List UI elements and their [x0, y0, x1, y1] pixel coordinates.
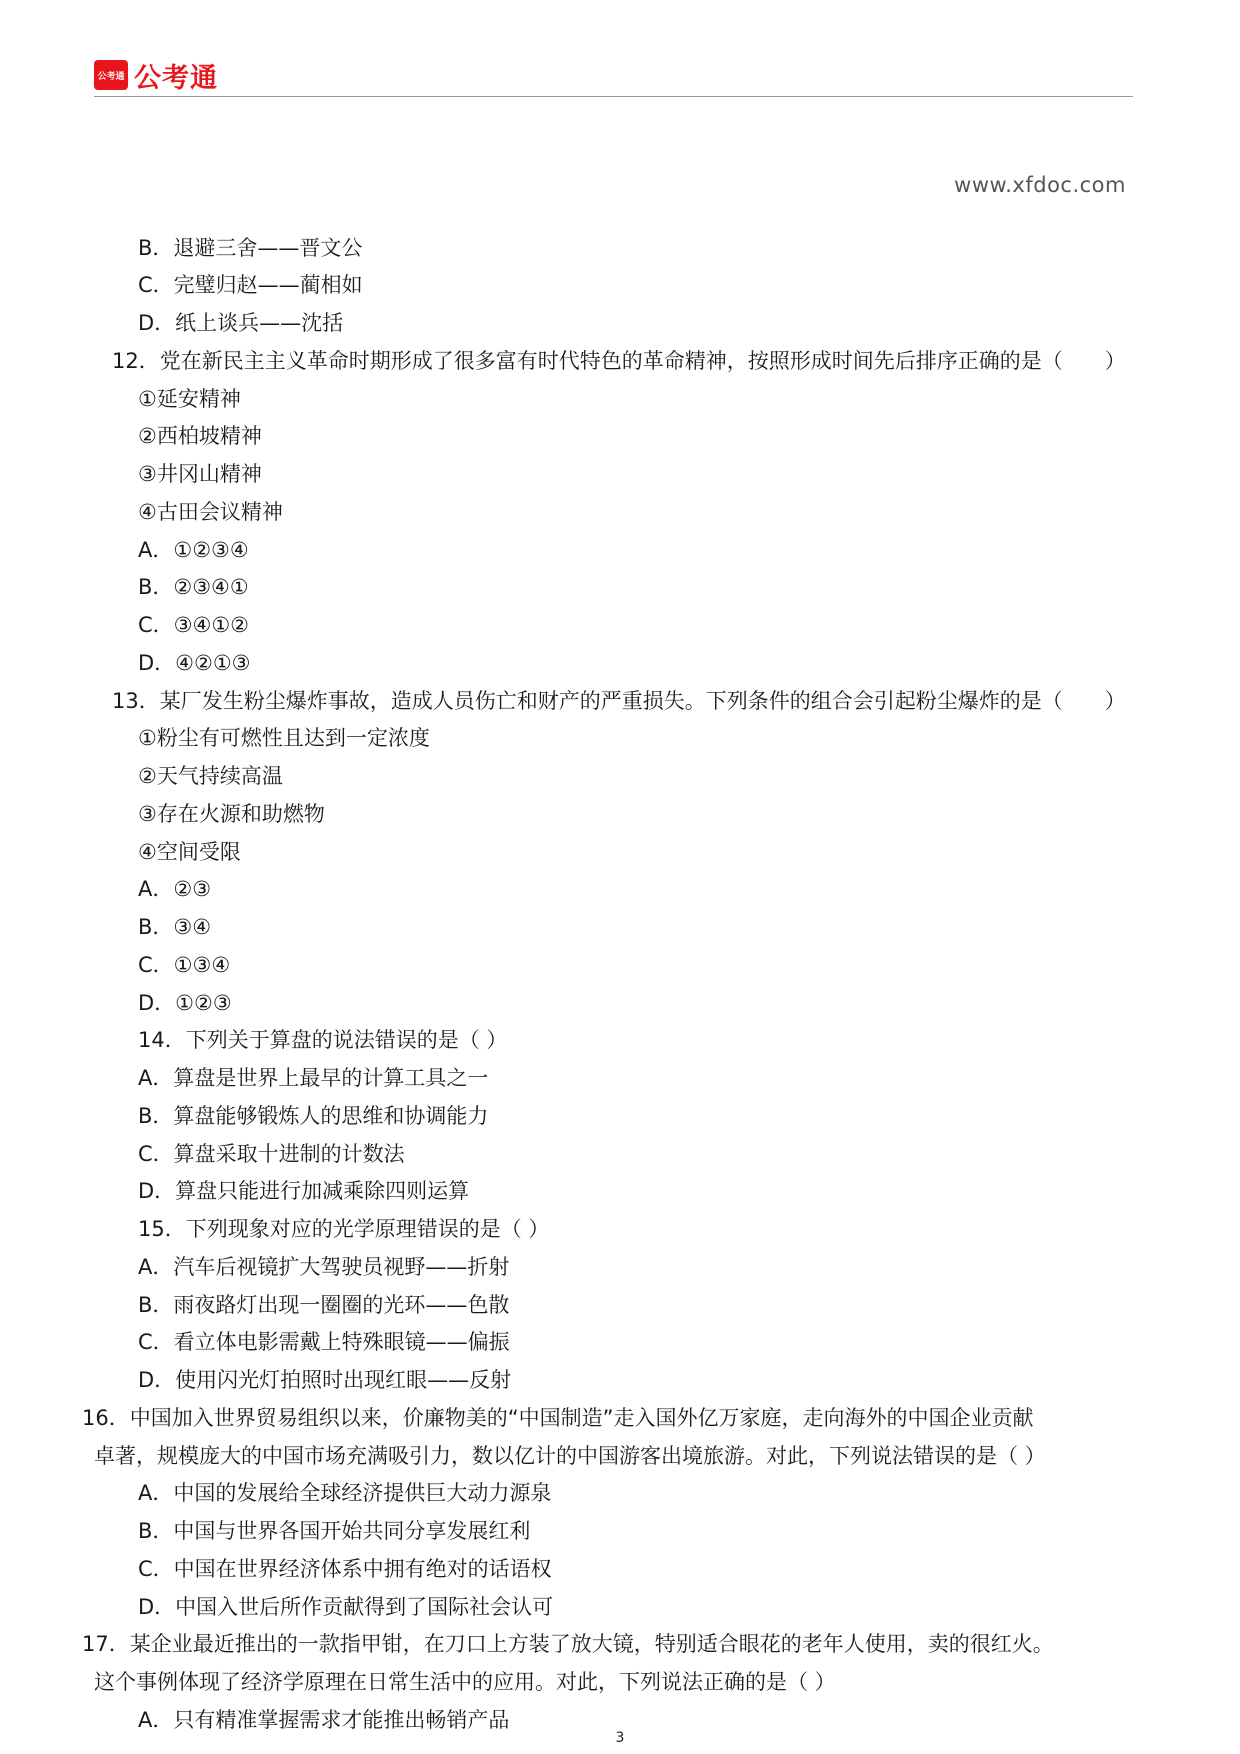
option-line: C．中国在世界经济体系中拥有绝对的话语权: [138, 1557, 552, 1581]
option-line: C．算盘采取十进制的计数法: [138, 1142, 405, 1166]
question-14: 14．下列关于算盘的说法错误的是（ ）: [138, 1028, 508, 1052]
option-line: D．④②①③: [138, 651, 251, 675]
question-13: 13．某厂发生粉尘爆炸事故，造成人员伤亡和财产的严重损失。下列条件的组合会引起粉尘爆炸的是（ ）: [112, 689, 1126, 713]
option-line: D．①②③: [138, 991, 232, 1015]
option-line: B．雨夜路灯出现一圈圈的光环——色散: [138, 1293, 510, 1317]
statement-line: ①粉尘有可燃性且达到一定浓度: [138, 726, 430, 750]
option-line: D．中国入世后所作贡献得到了国际社会认可: [138, 1595, 554, 1619]
option-line: B．中国与世界各国开始共同分享发展红利: [138, 1519, 531, 1543]
question-16: 16．中国加入世界贸易组织以来，价廉物美的“中国制造”走入国外亿万家庭，走向海外的中国企业贡献: [82, 1406, 1034, 1430]
statement-line: ③井冈山精神: [138, 462, 262, 486]
option-line: B．算盘能够锻炼人的思维和协调能力: [138, 1104, 489, 1128]
question-17: 17．某企业最近推出的一款指甲钳，在刀口上方装了放大镜，特别适合眼花的老年人使用，卖的很红火。: [82, 1632, 1054, 1656]
question-12: 12．党在新民主主义革命时期形成了很多富有时代特色的革命精神，按照形成时间先后排序正确的是（ ）: [112, 349, 1126, 373]
site-url: www.xfdoc.com: [954, 173, 1126, 197]
option-line: A．②③: [138, 877, 212, 901]
statement-line: ④空间受限: [138, 840, 241, 864]
question-16-continued: 卓著，规模庞大的中国市场充满吸引力，数以亿计的中国游客出境旅游。对此，下列说法错误的是（ ）: [94, 1444, 1046, 1468]
question-17-continued: 这个事例体现了经济学原理在日常生活中的应用。对此，下列说法正确的是（ ）: [94, 1670, 836, 1694]
option-line: D．使用闪光灯拍照时出现红眼——反射: [138, 1368, 512, 1392]
option-line: C．完璧归赵——蔺相如: [138, 273, 363, 297]
option-line: B．③④: [138, 915, 212, 939]
option-line: C．③④①②: [138, 613, 249, 637]
header-logo: [94, 58, 218, 92]
question-15: 15．下列现象对应的光学原理错误的是（ ）: [138, 1217, 550, 1241]
option-line: B．②③④①: [138, 575, 249, 599]
option-line: C．看立体电影需戴上特殊眼镜——偏振: [138, 1330, 510, 1354]
option-line: D．纸上谈兵——沈括: [138, 311, 344, 335]
option-line: A．中国的发展给全球经济提供巨大动力源泉: [138, 1481, 552, 1505]
logo-text: 公考通: [134, 62, 218, 94]
header-divider: [94, 96, 1133, 97]
option-line: A．汽车后视镜扩大驾驶员视野——折射: [138, 1255, 510, 1279]
statement-line: ④古田会议精神: [138, 500, 283, 524]
logo-mark: 公考通: [94, 60, 128, 90]
option-line: C．①③④: [138, 953, 231, 977]
option-line: A．只有精准掌握需求才能推出畅销产品: [138, 1708, 510, 1732]
statement-line: ③存在火源和助燃物: [138, 802, 325, 826]
option-line: B．退避三舍——晋文公: [138, 236, 363, 260]
page-number: 3: [615, 1730, 625, 1746]
statement-line: ①延安精神: [138, 387, 241, 411]
option-line: A．①②③④: [138, 538, 249, 562]
option-line: A．算盘是世界上最早的计算工具之一: [138, 1066, 489, 1090]
statement-line: ②天气持续高温: [138, 764, 283, 788]
option-line: D．算盘只能进行加减乘除四则运算: [138, 1179, 470, 1203]
statement-line: ②西柏坡精神: [138, 424, 262, 448]
